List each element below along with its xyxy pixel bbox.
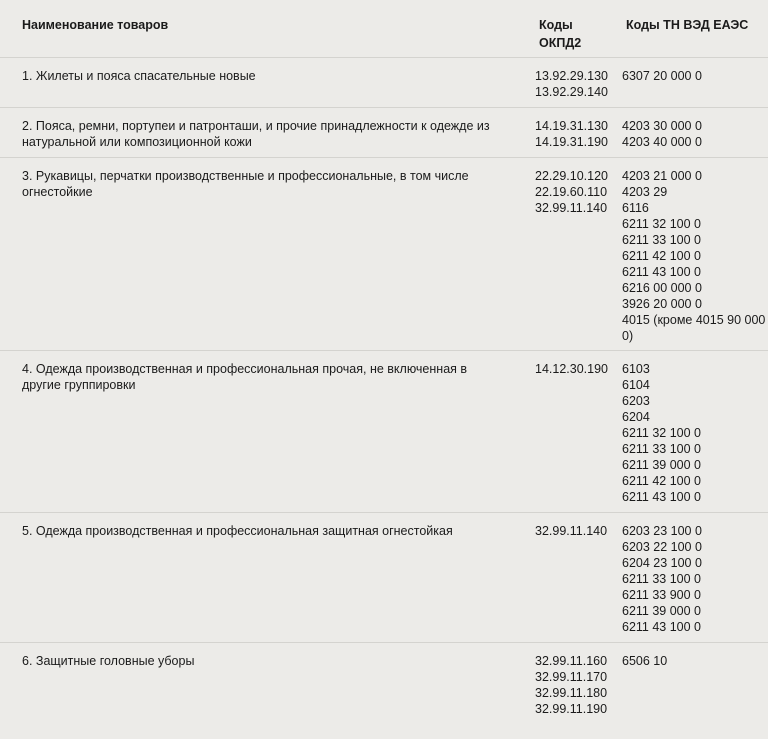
- header-okpd2-line1: Коды: [539, 18, 573, 32]
- table-row: [0, 513, 768, 643]
- table-row: [0, 58, 768, 108]
- tnved-code: 6211 33 900 0: [622, 588, 702, 602]
- tnved-code: 6116: [622, 201, 649, 215]
- tnved-cell: [600, 158, 768, 350]
- tnved-code: 6211 33 100 0: [622, 442, 702, 456]
- tnved-code: 6211 43 100 0: [622, 265, 702, 279]
- tnved-code: 6211 39 000 0: [622, 458, 702, 472]
- tnved-code: 6307 20 000 0: [622, 69, 702, 83]
- tnved-cell: [600, 58, 768, 107]
- tnved-code: 6211 42 100 0: [622, 249, 702, 263]
- tnved-cell: [600, 513, 768, 642]
- okpd2-code: 32.99.11.170: [535, 670, 608, 684]
- tnved-code: 6506 10: [622, 654, 668, 668]
- tnved-cell: [600, 351, 768, 512]
- okpd2-cell: [513, 108, 608, 157]
- tnved-code: 6203 23 100 0: [622, 524, 702, 538]
- tnved-code: 6216 00 000 0: [622, 281, 702, 295]
- tnved-code: 6211 43 100 0: [622, 490, 702, 504]
- tnved-code: 6211 33 100 0: [622, 572, 702, 586]
- goods-name-cell: [0, 351, 513, 512]
- tnved-cell: [600, 108, 768, 157]
- table-row: [0, 158, 768, 351]
- okpd2-code: 32.99.11.140: [535, 524, 608, 538]
- table-row: [0, 108, 768, 158]
- tnved-code: 6211 39 000 0: [622, 604, 702, 618]
- okpd2-cell: [513, 351, 608, 512]
- goods-name: 5. Одежда производственная и профессиональная защитная огнестойкая: [22, 524, 453, 538]
- tnved-code: 6103: [622, 362, 650, 376]
- table-row: [0, 351, 768, 513]
- tnved-code: 4203 21 000 0: [622, 169, 702, 183]
- tnved-code: 4203 29: [622, 185, 668, 199]
- tnved-code: 6211 32 100 0: [622, 217, 702, 231]
- goods-name: 4. Одежда производственная и профессиональная прочая, не включенная в другие группировки: [22, 362, 468, 392]
- header-okpd2-line2: ОКПД2: [539, 36, 582, 50]
- goods-name-cell: [0, 643, 513, 739]
- okpd2-code: 14.19.31.190: [535, 135, 608, 149]
- okpd2-cell: [513, 158, 608, 350]
- okpd2-code: 14.12.30.190: [535, 362, 608, 376]
- tnved-code: 6204 23 100 0: [622, 556, 702, 570]
- okpd2-code: 22.29.10.120: [535, 169, 608, 183]
- okpd2-cell: [513, 513, 608, 642]
- okpd2-code: 32.99.11.190: [535, 702, 608, 716]
- table-row: [0, 643, 768, 739]
- goods-name-cell: [0, 158, 513, 350]
- header-okpd2: [513, 16, 600, 57]
- tnved-code: 6211 33 100 0: [622, 233, 702, 247]
- goods-name: 1. Жилеты и пояса спасательные новые: [22, 69, 256, 83]
- okpd2-code: 32.99.11.180: [535, 686, 608, 700]
- tnved-code: 6203: [622, 394, 650, 408]
- table-header: [0, 0, 768, 58]
- goods-name: 2. Пояса, ремни, портупеи и патронташи, и прочие принадлежности к одежде из натуральной или композиционной кожи: [22, 119, 490, 149]
- tnved-code: 6211 43 100 0: [622, 620, 702, 634]
- tnved-code: 6211 42 100 0: [622, 474, 702, 488]
- tnved-code: 6104: [622, 378, 650, 392]
- tnved-code: 4203 40 000 0: [622, 135, 702, 149]
- okpd2-code: 32.99.11.160: [535, 654, 608, 668]
- goods-name: 3. Рукавицы, перчатки производственные и профессиональные, в том числе огнестойкие: [22, 169, 469, 199]
- okpd2-code: 13.92.29.140: [535, 85, 608, 99]
- header-tnved: Коды ТН ВЭД ЕАЭС: [626, 18, 749, 32]
- tnved-cell: [600, 643, 768, 739]
- tnved-code: 6211 32 100 0: [622, 426, 702, 440]
- tnved-code: 4015 (кроме 4015 90 000 0): [622, 313, 766, 343]
- goods-name: 6. Защитные головные уборы: [22, 654, 195, 668]
- tnved-code: 4203 30 000 0: [622, 119, 702, 133]
- goods-name-cell: [0, 513, 513, 642]
- okpd2-cell: [513, 643, 608, 739]
- okpd2-cell: [513, 58, 608, 107]
- okpd2-code: 14.19.31.130: [535, 119, 608, 133]
- tnved-code: 6204: [622, 410, 650, 424]
- goods-name-cell: [0, 58, 513, 107]
- okpd2-code: 13.92.29.130: [535, 69, 608, 83]
- tnved-code: 6203 22 100 0: [622, 540, 702, 554]
- header-goods-name: Наименование товаров: [22, 18, 169, 32]
- goods-name-cell: [0, 108, 513, 157]
- okpd2-code: 22.19.60.110: [535, 185, 608, 199]
- okpd2-code: 32.99.11.140: [535, 201, 608, 215]
- table-body: [0, 58, 768, 739]
- tnved-code: 3926 20 000 0: [622, 297, 702, 311]
